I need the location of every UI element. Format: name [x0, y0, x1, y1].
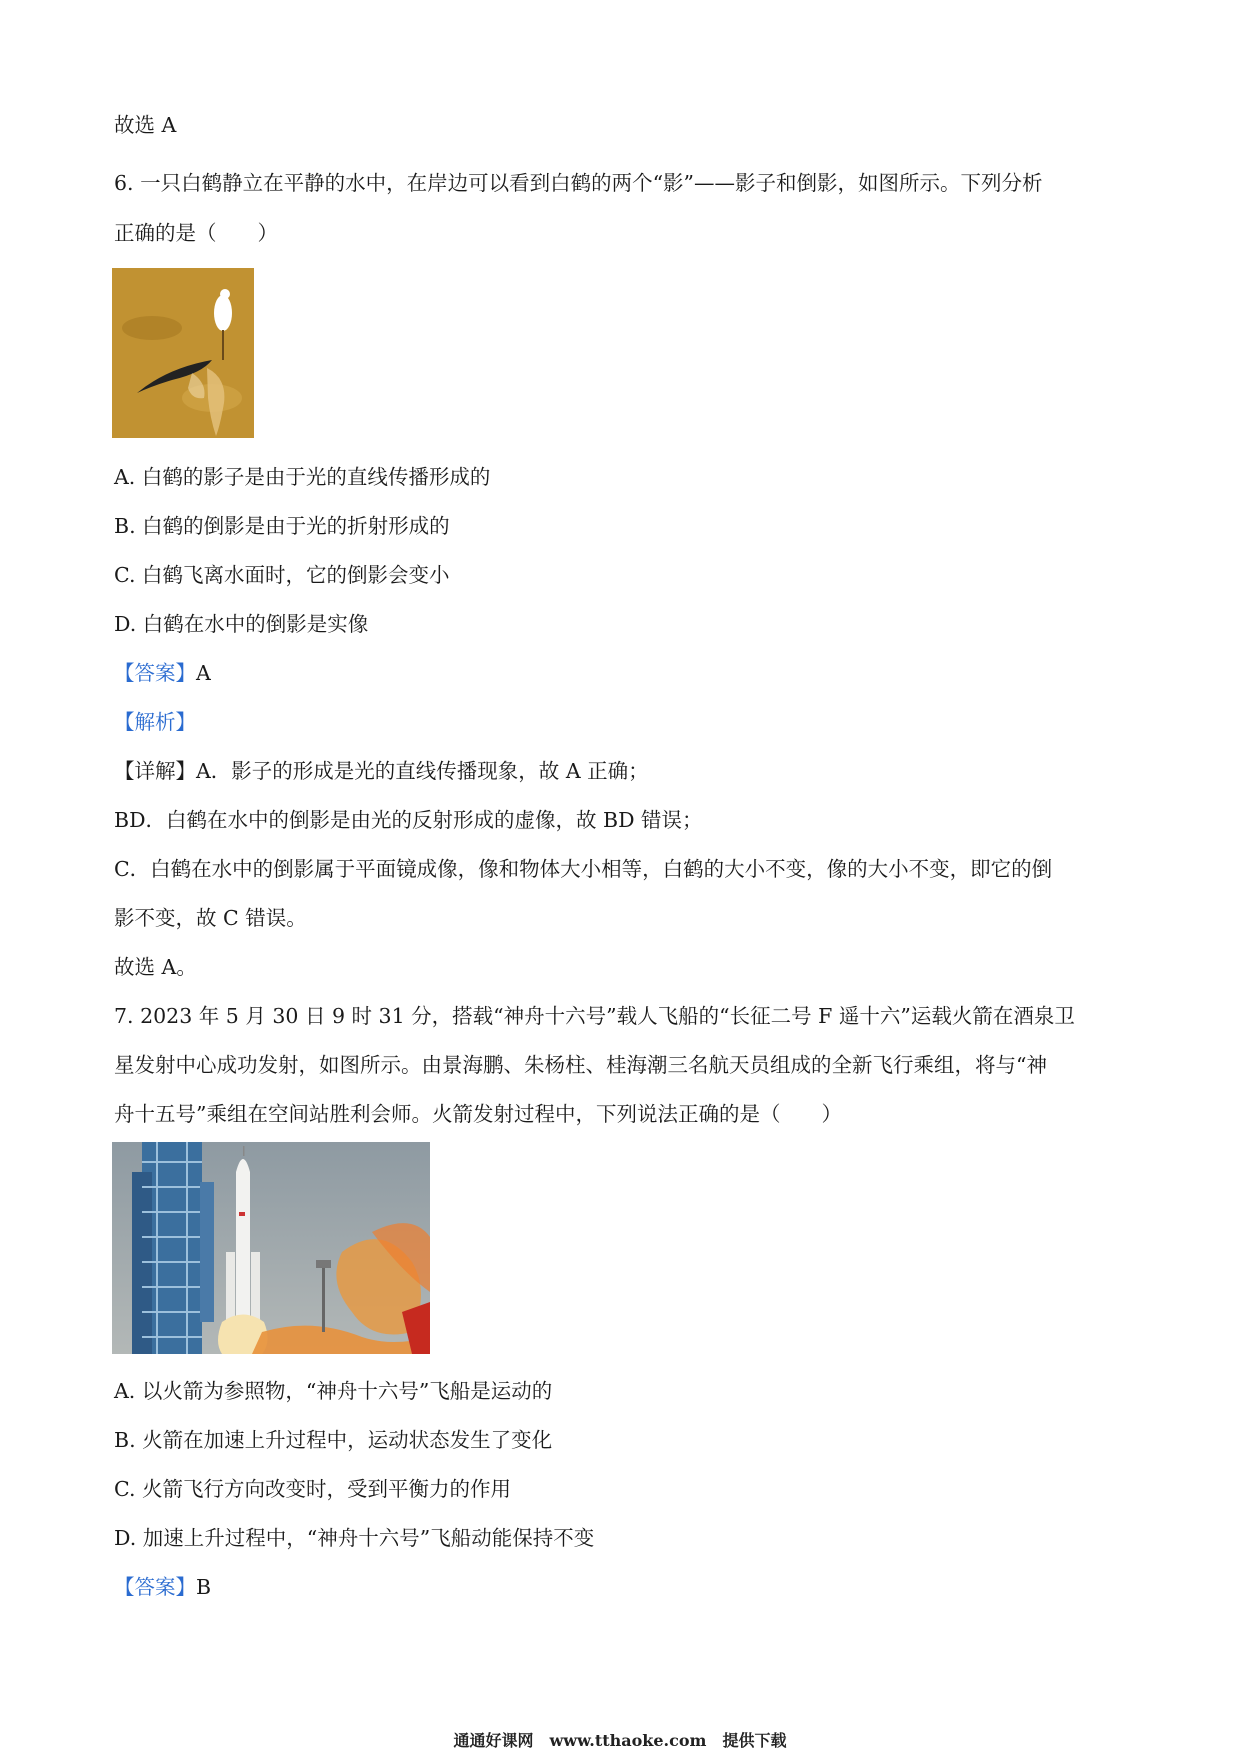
- option-7a: A. 以火箭为参照物，“神舟十六号”飞船是运动的: [114, 1379, 553, 1403]
- analysis-6: [114, 709, 196, 735]
- option-6a: A. 白鹤的影子是由于光的直线传播形成的: [114, 465, 491, 489]
- answer-tag: 【答案】: [114, 661, 196, 685]
- detail-6-c-cont: 影不变，故 C 错误。: [114, 906, 307, 930]
- option-7d: D. 加速上升过程中，“神舟十六号”飞船动能保持不变: [114, 1526, 595, 1550]
- detail-6-bd: BD．白鹤在水中的倒影是由光的反射形成的虚像，故 BD 错误；: [114, 808, 703, 832]
- question-6-stem-cont: 正确的是（ ）: [114, 221, 278, 245]
- detail-value: A．影子的形成是光的直线传播现象，故 A 正确；: [196, 759, 649, 783]
- question-7-stem-cont1: 星发射中心成功发射，如图所示。由景海鹏、朱杨柱、桂海潮三名航天员组成的全新飞行乘组，将与“神: [114, 1053, 1047, 1077]
- option-7c: C. 火箭飞行方向改变时，受到平衡力的作用: [114, 1477, 511, 1501]
- line-conclusion-prev: 故选 A: [114, 113, 177, 137]
- detail-6-c: C．白鹤在水中的倒影属于平面镜成像，像和物体大小相等，白鹤的大小不变，像的大小不变，即它的倒: [114, 857, 1053, 881]
- question-6-stem: 6. 一只白鹤静立在平静的水中，在岸边可以看到白鹤的两个“影”——影子和倒影，如图所示。下列分析: [114, 171, 1043, 195]
- conclusion-6: 故选 A。: [114, 955, 197, 979]
- answer-6: [114, 660, 211, 686]
- answer-7: [114, 1574, 211, 1600]
- detail-6-a: [114, 758, 649, 784]
- rocket-launch-photo: [112, 1142, 430, 1354]
- answer-tag: 【答案】: [114, 1575, 196, 1599]
- option-6b: B. 白鹤的倒影是由于光的折射形成的: [114, 514, 450, 538]
- answer-value: A: [196, 661, 211, 685]
- option-7b: B. 火箭在加速上升过程中，运动状态发生了变化: [114, 1428, 553, 1452]
- crane-photo: [112, 268, 254, 438]
- answer-value: B: [196, 1575, 212, 1599]
- question-7-stem-cont2: 舟十五号”乘组在空间站胜利会师。火箭发射过程中，下列说法正确的是（ ）: [114, 1102, 842, 1126]
- detail-tag: 【详解】: [114, 759, 196, 783]
- option-6d: D. 白鹤在水中的倒影是实像: [114, 612, 369, 636]
- question-7-stem: 7. 2023 年 5 月 30 日 9 时 31 分，搭载“神舟十六号”载人飞船的“长征二号 F 遥十六”运载火箭在酒泉卫: [114, 1004, 1075, 1028]
- page-footer: 通通好课网 www.tthaoke.com 提供下载: [453, 1731, 787, 1750]
- option-6c: C. 白鹤飞离水面时，它的倒影会变小: [114, 563, 450, 587]
- analysis-tag: 【解析】: [114, 710, 196, 734]
